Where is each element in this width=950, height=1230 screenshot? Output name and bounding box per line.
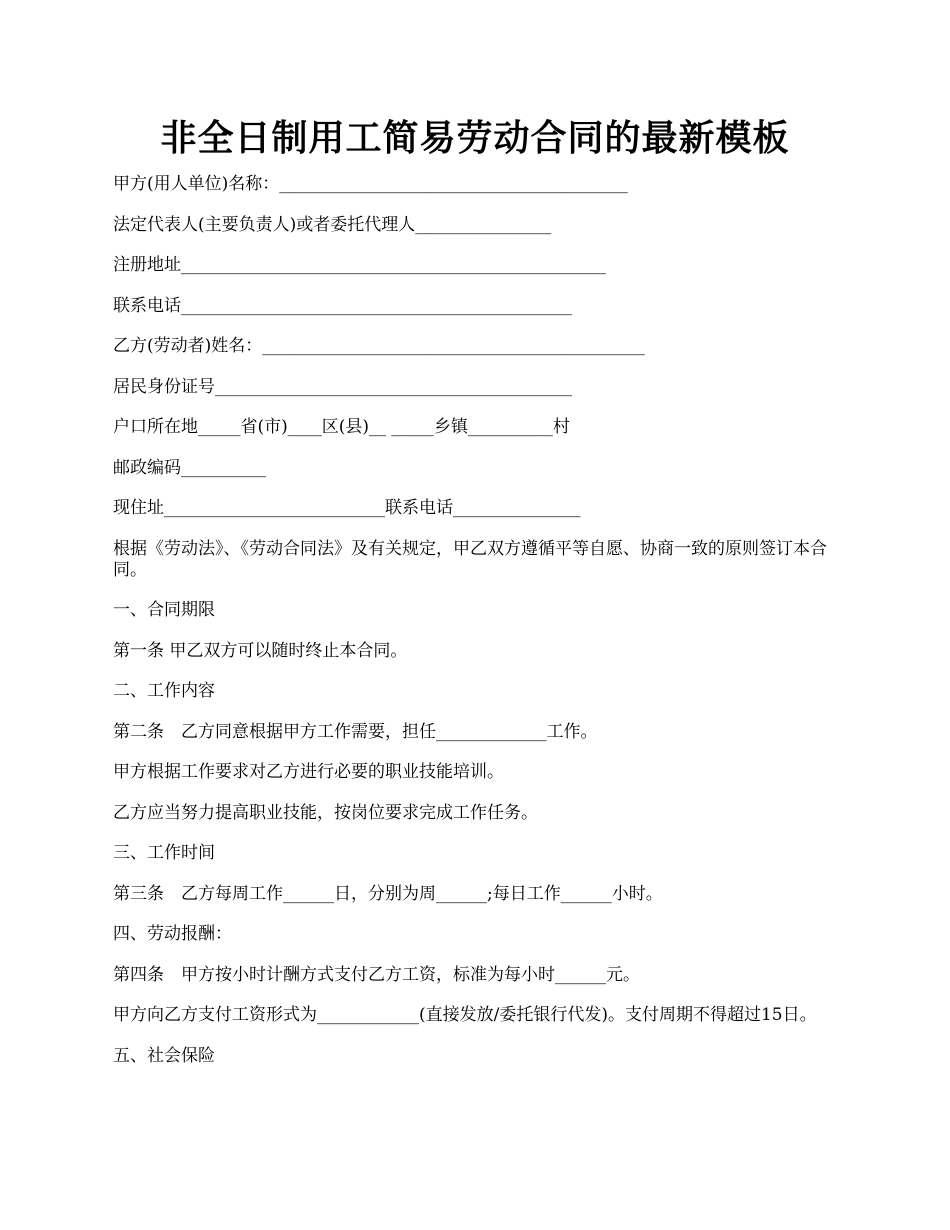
article-2: 第二条 乙方同意根据甲方工作需要，担任_____________工作。 — [113, 721, 598, 742]
section-heading-work-content: 二、工作内容 — [113, 681, 215, 701]
id-number-line: 居民身份证号__________________________________________ — [113, 376, 572, 397]
section-heading-term: 一、合同期限 — [113, 600, 215, 620]
document-title: 非全日制用工简易劳动合同的最新模板 — [160, 117, 790, 159]
section-heading-remuneration: 四、劳动报酬： — [113, 924, 232, 944]
document-body — [113, 174, 843, 1086]
legal-representative-line: 法定代表人(主要负责人)或者委托代理人________________ — [113, 214, 552, 235]
postal-code-line: 邮政编码__________ — [113, 457, 266, 478]
article-3: 第三条 乙方每周工作______日，分别为周______;每日工作______小时。 — [113, 883, 663, 904]
party-b-name-line: 乙方(劳动者)姓名：_____________________________________________ — [113, 336, 645, 356]
section-heading-social-insurance: 五、社会保险 — [113, 1045, 215, 1066]
preamble-paragraph: 根据《劳动法》、《劳动合同法》及有关规定，甲乙双方遵循平等自愿、协商一致的原则签订本合同。 — [113, 538, 827, 580]
article-4: 第四条 甲方按小时计酬方式支付乙方工资，标准为每小时______元。 — [113, 964, 640, 985]
skills-paragraph: 乙方应当努力提高职业技能，按岗位要求完成工作任务。 — [113, 802, 538, 823]
household-register-line: 户口所在地_____省(市)____区(县)__ _____乡镇__________村 — [113, 417, 570, 437]
party-a-phone-line: 联系电话______________________________________________ — [113, 295, 572, 316]
training-paragraph: 甲方根据工作要求对乙方进行必要的职业技能培训。 — [113, 762, 504, 782]
registered-address-line: 注册地址__________________________________________________ — [113, 255, 606, 275]
section-heading-work-time: 三、工作时间 — [113, 843, 215, 863]
current-address-line: 现住址__________________________联系电话_______________ — [113, 498, 581, 518]
payment-form-paragraph: 甲方向乙方支付工资形式为____________(直接发放/委托银行代发)。支付周期不得超过15日。 — [113, 1005, 817, 1025]
article-1: 第一条 甲乙双方可以随时终止本合同。 — [113, 640, 408, 661]
party-a-name-line: 甲方(用人单位)名称：_________________________________________ — [113, 174, 628, 194]
